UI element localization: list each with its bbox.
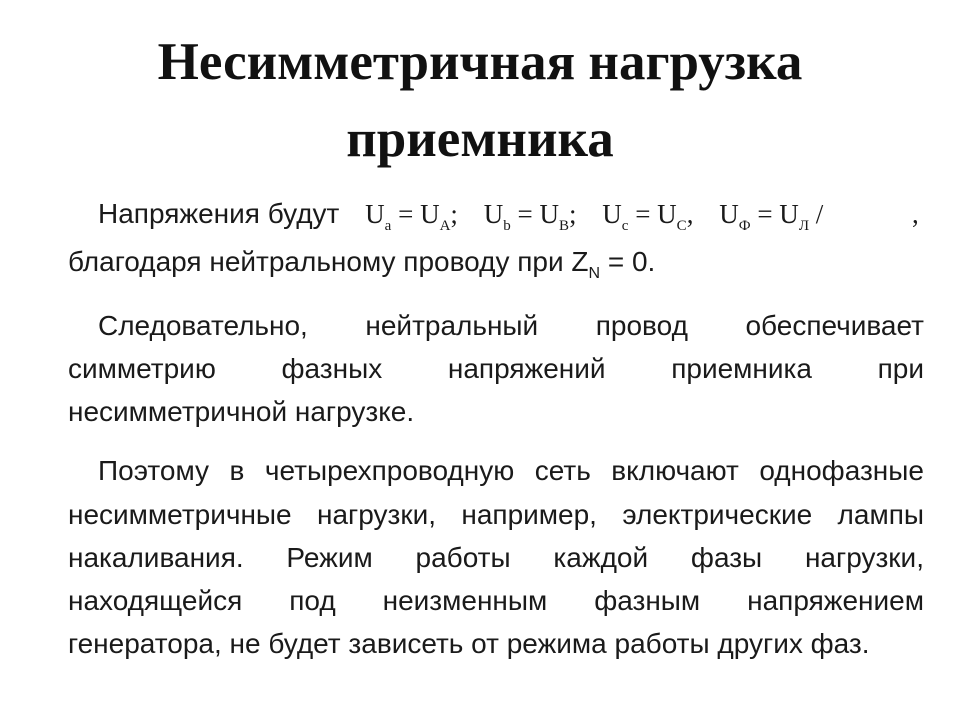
paragraph-3-line-3: накаливания. Режим работы каждой фазы нагрузки,: [68, 542, 924, 573]
paragraph-3-line-5: генератора, не будет зависеть от режима работы других фаз.: [68, 628, 870, 659]
paragraph-3-line-2: несимметричные нагрузки, например, электрические лампы: [68, 499, 924, 530]
paragraph-1-line-2: благодаря нейтральному проводу при $Z_N = 0$.: [68, 246, 656, 282]
page-title-line-2: приемника: [346, 110, 614, 168]
formula-uc: $U_c = U_C$,: [602, 199, 694, 234]
paragraph-3-line-4: находящейся под неизменным фазным напряжением: [68, 585, 924, 616]
paragraph-3-line-1: Поэтому в четырехпроводную сеть включают однофазные: [98, 455, 924, 486]
paragraph-2-line-3: несимметричной нагрузке.: [68, 396, 415, 427]
formula-ub: $U_b = U_B$;: [483, 199, 577, 234]
voltage-formula-line: [98, 194, 823, 234]
page-title-line-1: Несимметричная нагрузка: [157, 33, 803, 91]
paragraph-2-line-2: симметрию фазных напряжений приемника при: [68, 353, 924, 384]
paragraph-2-line-1: Следовательно, нейтральный провод обеспечивает: [98, 310, 924, 341]
formula-end-comma: ,: [912, 199, 919, 229]
formula-uf: $U_Ф = U_Л$ /: [719, 199, 824, 234]
paragraph-1-intro: Напряжения будут: [98, 198, 340, 229]
formula-ua: $U_a = U_A$;: [365, 199, 458, 234]
